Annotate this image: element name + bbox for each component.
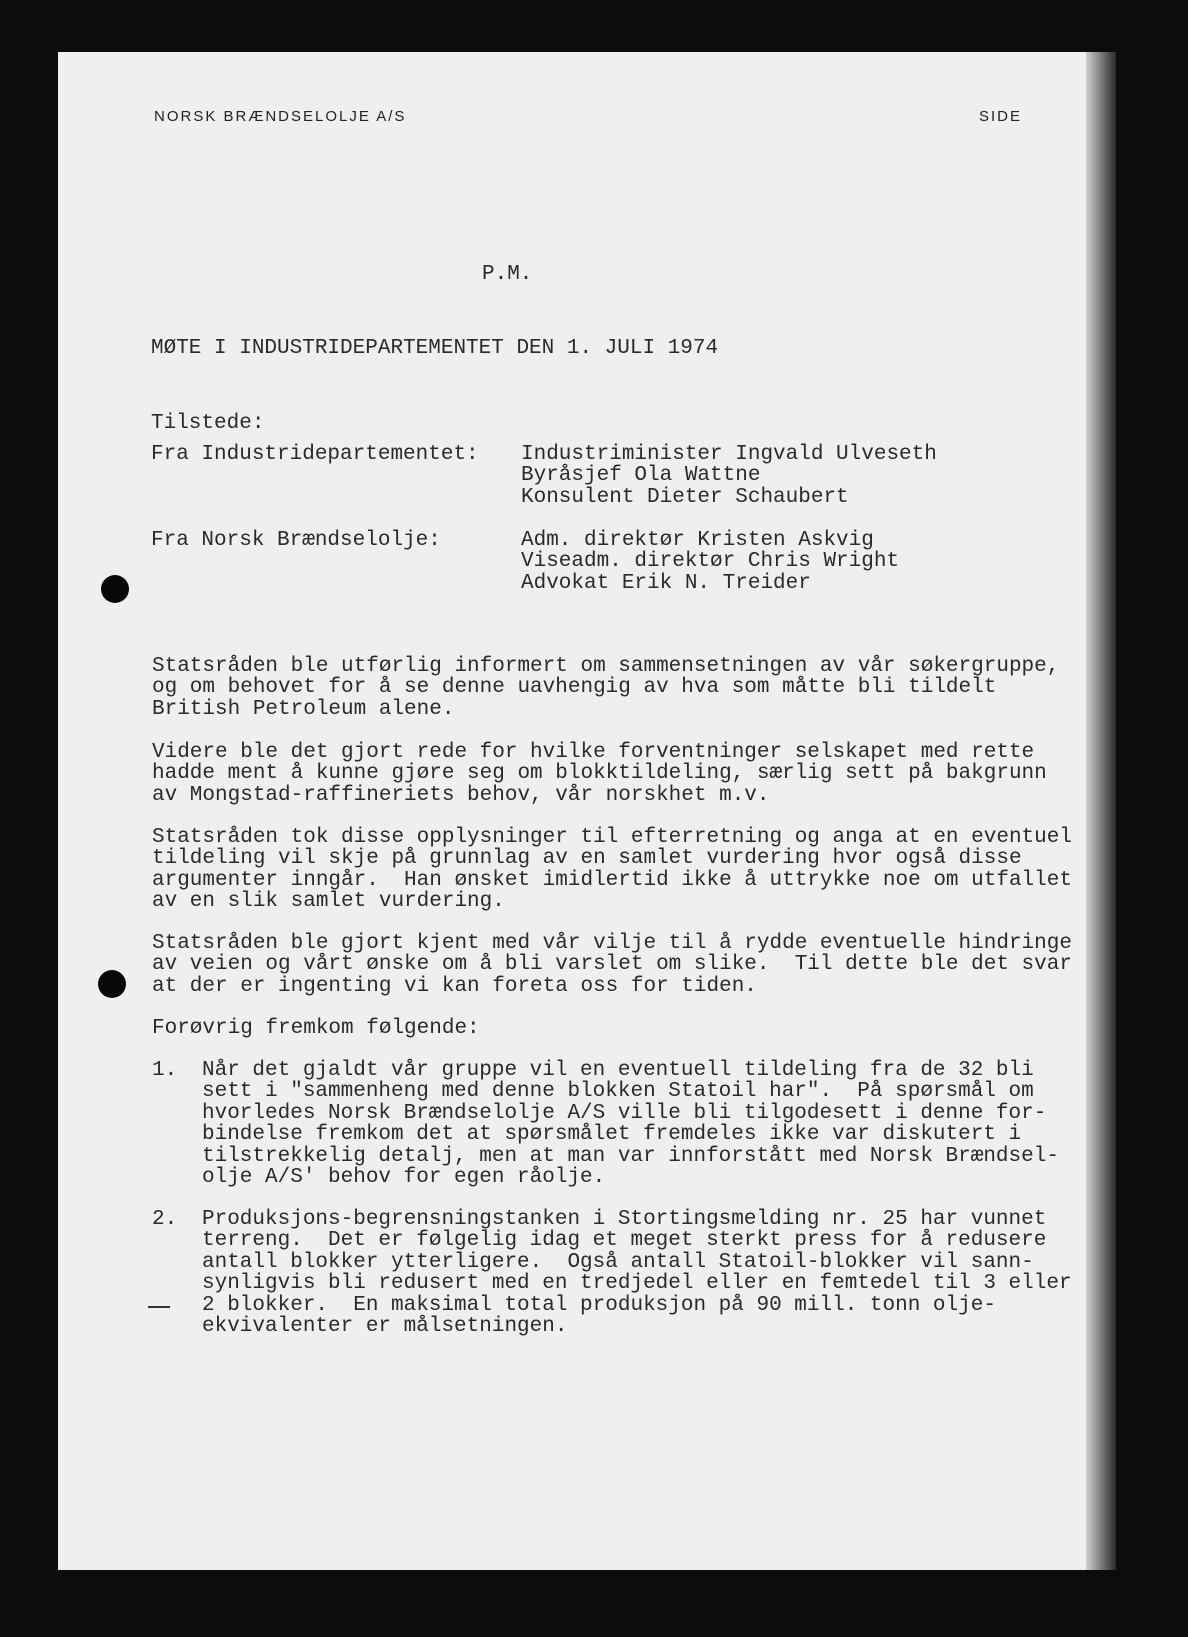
document-title: MØTE I INDUSTRIDEPARTEMENTET DEN 1. JULI 1974	[151, 337, 719, 360]
paragraph: Statsråden tok disse opplysninger til efterretning og anga at en eventuel tildeling vil skje på grunnlag av en samlet vurdering hvor også disse argumenter inngår. Han ønsket imidlertid ikke å uttrykke noe om utfallet av en slik samlet vurdering.	[152, 826, 1072, 914]
margin-dash-mark	[148, 1306, 170, 1308]
document-page	[58, 52, 1088, 1570]
attendance-label: Tilstede:	[151, 412, 265, 435]
paragraph: Statsråden ble gjort kjent med vår vilje til å rydde eventuelle hindringe av veien og vårt ønske om å bli varslet om slike. Til dette ble det svar at der er ingenting vi kan foreta oss for tiden.	[152, 932, 1072, 998]
attendance-people: Adm. direktør Kristen Askvig Viseadm. direktør Chris Wright Advokat Erik N. Treider	[521, 529, 900, 595]
attendance-group-from: Fra Industridepartementet:	[151, 443, 479, 466]
paragraph: Forøvrig fremkom følgende:	[152, 1017, 480, 1040]
punch-hole-mark	[98, 970, 126, 998]
punch-hole-mark	[101, 575, 129, 603]
paragraph: Videre ble det gjort rede for hvilke forventninger selskapet med rette hadde ment å kunne gjøre seg om blokktildeling, særlig sett på bakgrunn av Mongstad-raffineriets behov, vår norskhet m.v.	[152, 741, 1047, 807]
list-item: Når det gjaldt vår gruppe vil en eventuell tildeling fra de 32 bli sett i "sammenheng med denne blokken Statoil har". På spørsmål om hvorledes Norsk Brændselolje A/S ville bli tilgodesett i denne for- bindelse fremkom det at spørsmålet fremdeles ikke var diskutert i tilstrekkelig detalj, men at man var innforstått med Norsk Brændsel- olje A/S' behov for egen råolje.	[202, 1059, 1059, 1190]
paragraph: Statsråden ble utførlig informert om sammensetningen av vår søkergruppe, og om behovet for å se denne uavhengig av hva som måtte bli tildelt British Petroleum alene.	[152, 655, 1060, 721]
list-item-number: 2.	[152, 1208, 178, 1231]
binding-edge	[1086, 52, 1116, 1570]
attendance-people: Industriminister Ingvald Ulveseth Byråsjef Ola Wattne Konsulent Dieter Schaubert	[521, 443, 937, 509]
attendance-group-from: Fra Norsk Brændselolje:	[151, 529, 441, 552]
document-type: P.M.	[482, 263, 533, 286]
list-item: Produksjons-begrensningstanken i Stortingsmelding nr. 25 har vunnet terreng. Det er følgelig idag et meget sterkt press for å redusere antall blokker ytterligere. Også antall Statoil-blokker vil sann- synligvis bli redusert med en tredjedel eller en femtedel til 3 eller 2 blokker. En maksimal total produksjon på 90 mill. tonn olje- ekvivalenter er målsetningen.	[202, 1208, 1072, 1339]
list-item-number: 1.	[152, 1059, 178, 1082]
company-letterhead: NORSK BRÆNDSELOLJE A/S	[154, 108, 407, 125]
page-side-label: SIDE	[979, 108, 1023, 125]
